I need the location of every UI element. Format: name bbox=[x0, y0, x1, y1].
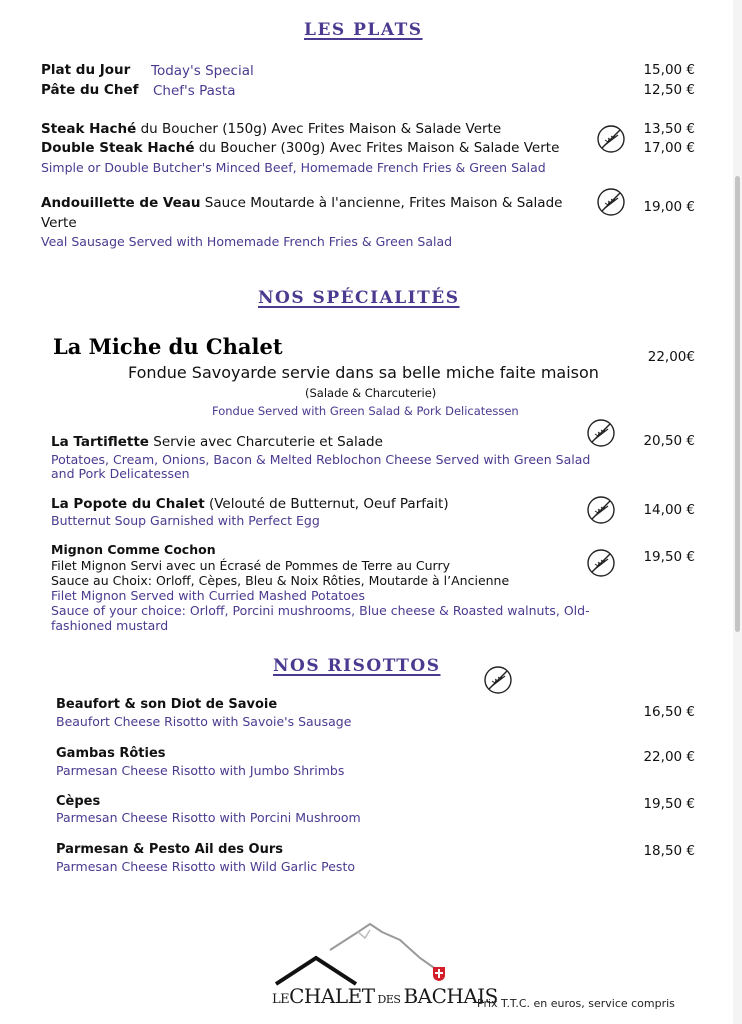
section-title-plats: LES PLATS bbox=[304, 20, 423, 40]
popote-en: Butternut Soup Garnished with Perfect Egg bbox=[51, 513, 320, 528]
logo-chalet: CHALET bbox=[289, 984, 375, 1008]
tartiflette-en1: Potatoes, Cream, Onions, Bacon & Melted Reblochon Cheese Served with Green Salad bbox=[51, 452, 591, 467]
double-steak-price: 17,00 € bbox=[643, 140, 695, 156]
logo-des: DES bbox=[377, 993, 401, 1006]
miche-en: Fondue Served with Green Salad & Pork Delicatessen bbox=[212, 404, 519, 418]
plat-du-jour-price: 15,00 € bbox=[643, 62, 695, 78]
gluten-free-icon bbox=[596, 124, 626, 154]
chalet-logo bbox=[270, 918, 498, 1013]
andouillette-en: Veal Sausage Served with Homemade French Fries & Green Salad bbox=[41, 234, 453, 249]
plat-du-jour-name: Plat du Jour bbox=[41, 62, 131, 78]
gluten-free-icon bbox=[586, 548, 616, 578]
popote-name: La Popote du Chalet bbox=[51, 496, 205, 512]
section-title-risottos: NOS RISOTTOS bbox=[273, 656, 441, 676]
scrollbar-track[interactable] bbox=[733, 0, 742, 1024]
tartiflette-name: La Tartiflette bbox=[51, 434, 149, 450]
risotto-price: 19,50 € bbox=[643, 796, 695, 812]
mignon-name: Mignon Comme Cochon bbox=[51, 542, 216, 557]
steak-en: Simple or Double Butcher's Minced Beef, Homemade French Fries & Green Salad bbox=[41, 160, 546, 175]
gluten-free-icon bbox=[596, 187, 626, 217]
scrollbar-thumb[interactable] bbox=[735, 176, 740, 632]
double-steak-name: Double Steak Haché bbox=[41, 140, 195, 156]
risotto-en: Parmesan Cheese Risotto with Porcini Mushroom bbox=[56, 810, 361, 825]
tartiflette-line bbox=[51, 434, 383, 450]
steak-name: Steak Haché bbox=[41, 121, 137, 137]
tartiflette-en2: and Pork Delicatessen bbox=[51, 466, 190, 481]
risotto-en: Beaufort Cheese Risotto with Savoie's Sausage bbox=[56, 714, 352, 729]
double-steak-line bbox=[41, 140, 559, 156]
tartiflette-desc: Servie avec Charcuterie et Salade bbox=[148, 434, 383, 450]
mignon-en3: fashioned mustard bbox=[51, 618, 169, 633]
risotto-name: Beaufort & son Diot de Savoie bbox=[56, 697, 278, 712]
andouillette-desc: Sauce Moutarde à l'ancienne, Frites Maison & Salade bbox=[200, 195, 563, 211]
steak-desc: du Boucher (150g) Avec Frites Maison & Salade Verte bbox=[136, 121, 502, 137]
andouillette-line2: Verte bbox=[41, 215, 77, 231]
risotto-name: Gambas Rôties bbox=[56, 746, 166, 761]
savoie-cross-icon bbox=[432, 966, 446, 982]
risotto-name: Cèpes bbox=[56, 794, 101, 809]
logo-text bbox=[272, 984, 498, 1008]
pate-du-chef-name: Pâte du Chef bbox=[41, 82, 139, 98]
miche-line1: Fondue Savoyarde servie dans sa belle miche faite maison bbox=[128, 363, 599, 382]
mignon-en1: Filet Mignon Served with Curried Mashed Potatoes bbox=[51, 588, 366, 603]
mignon-fr2: Sauce au Choix: Orloff, Cèpes, Bleu & Noix Rôties, Moutarde à l’Ancienne bbox=[51, 573, 510, 588]
mignon-en2: Sauce of your choice: Orloff, Porcini mushrooms, Blue cheese & Roasted walnuts, Old- bbox=[51, 603, 590, 618]
risotto-name: Parmesan & Pesto Ail des Ours bbox=[56, 842, 283, 857]
logo-bachais: BACHAIS bbox=[403, 984, 498, 1008]
double-steak-desc: du Boucher (300g) Avec Frites Maison & Salade Verte bbox=[194, 140, 560, 156]
logo-le: LE bbox=[272, 992, 290, 1007]
andouillette-name: Andouillette de Veau bbox=[41, 195, 201, 211]
plat-du-jour-en: Today's Special bbox=[151, 63, 254, 79]
miche-price: 22,00€ bbox=[647, 349, 695, 365]
risotto-price: 22,00 € bbox=[643, 749, 695, 765]
gluten-free-icon bbox=[586, 495, 616, 525]
risotto-price: 18,50 € bbox=[643, 843, 695, 859]
popote-line bbox=[51, 496, 449, 512]
tartiflette-price: 20,50 € bbox=[643, 433, 695, 449]
risotto-en: Parmesan Cheese Risotto with Wild Garlic Pesto bbox=[56, 859, 355, 874]
section-title-specialites: NOS SPÉCIALITÉS bbox=[258, 288, 460, 308]
pate-du-chef-price: 12,50 € bbox=[643, 82, 695, 98]
risotto-price: 16,50 € bbox=[643, 704, 695, 720]
gluten-free-icon bbox=[483, 665, 513, 695]
popote-desc: (Velouté de Butternut, Oeuf Parfait) bbox=[204, 496, 449, 512]
risotto-en: Parmesan Cheese Risotto with Jumbo Shrimbs bbox=[56, 763, 345, 778]
miche-title: La Miche du Chalet bbox=[53, 334, 283, 359]
andouillette-price: 19,00 € bbox=[643, 199, 695, 215]
mignon-price: 19,50 € bbox=[643, 549, 695, 565]
pate-du-chef-en: Chef's Pasta bbox=[153, 83, 236, 99]
andouillette-line1 bbox=[41, 195, 562, 211]
gluten-free-icon bbox=[586, 418, 616, 448]
steak-line bbox=[41, 121, 501, 137]
footer-note: Prix T.T.C. en euros, service compris bbox=[477, 997, 675, 1010]
popote-price: 14,00 € bbox=[643, 502, 695, 518]
mignon-fr1: Filet Mignon Servi avec un Écrasé de Pommes de Terre au Curry bbox=[51, 558, 450, 573]
miche-line2: (Salade & Charcuterie) bbox=[305, 386, 437, 400]
steak-price: 13,50 € bbox=[643, 121, 695, 137]
